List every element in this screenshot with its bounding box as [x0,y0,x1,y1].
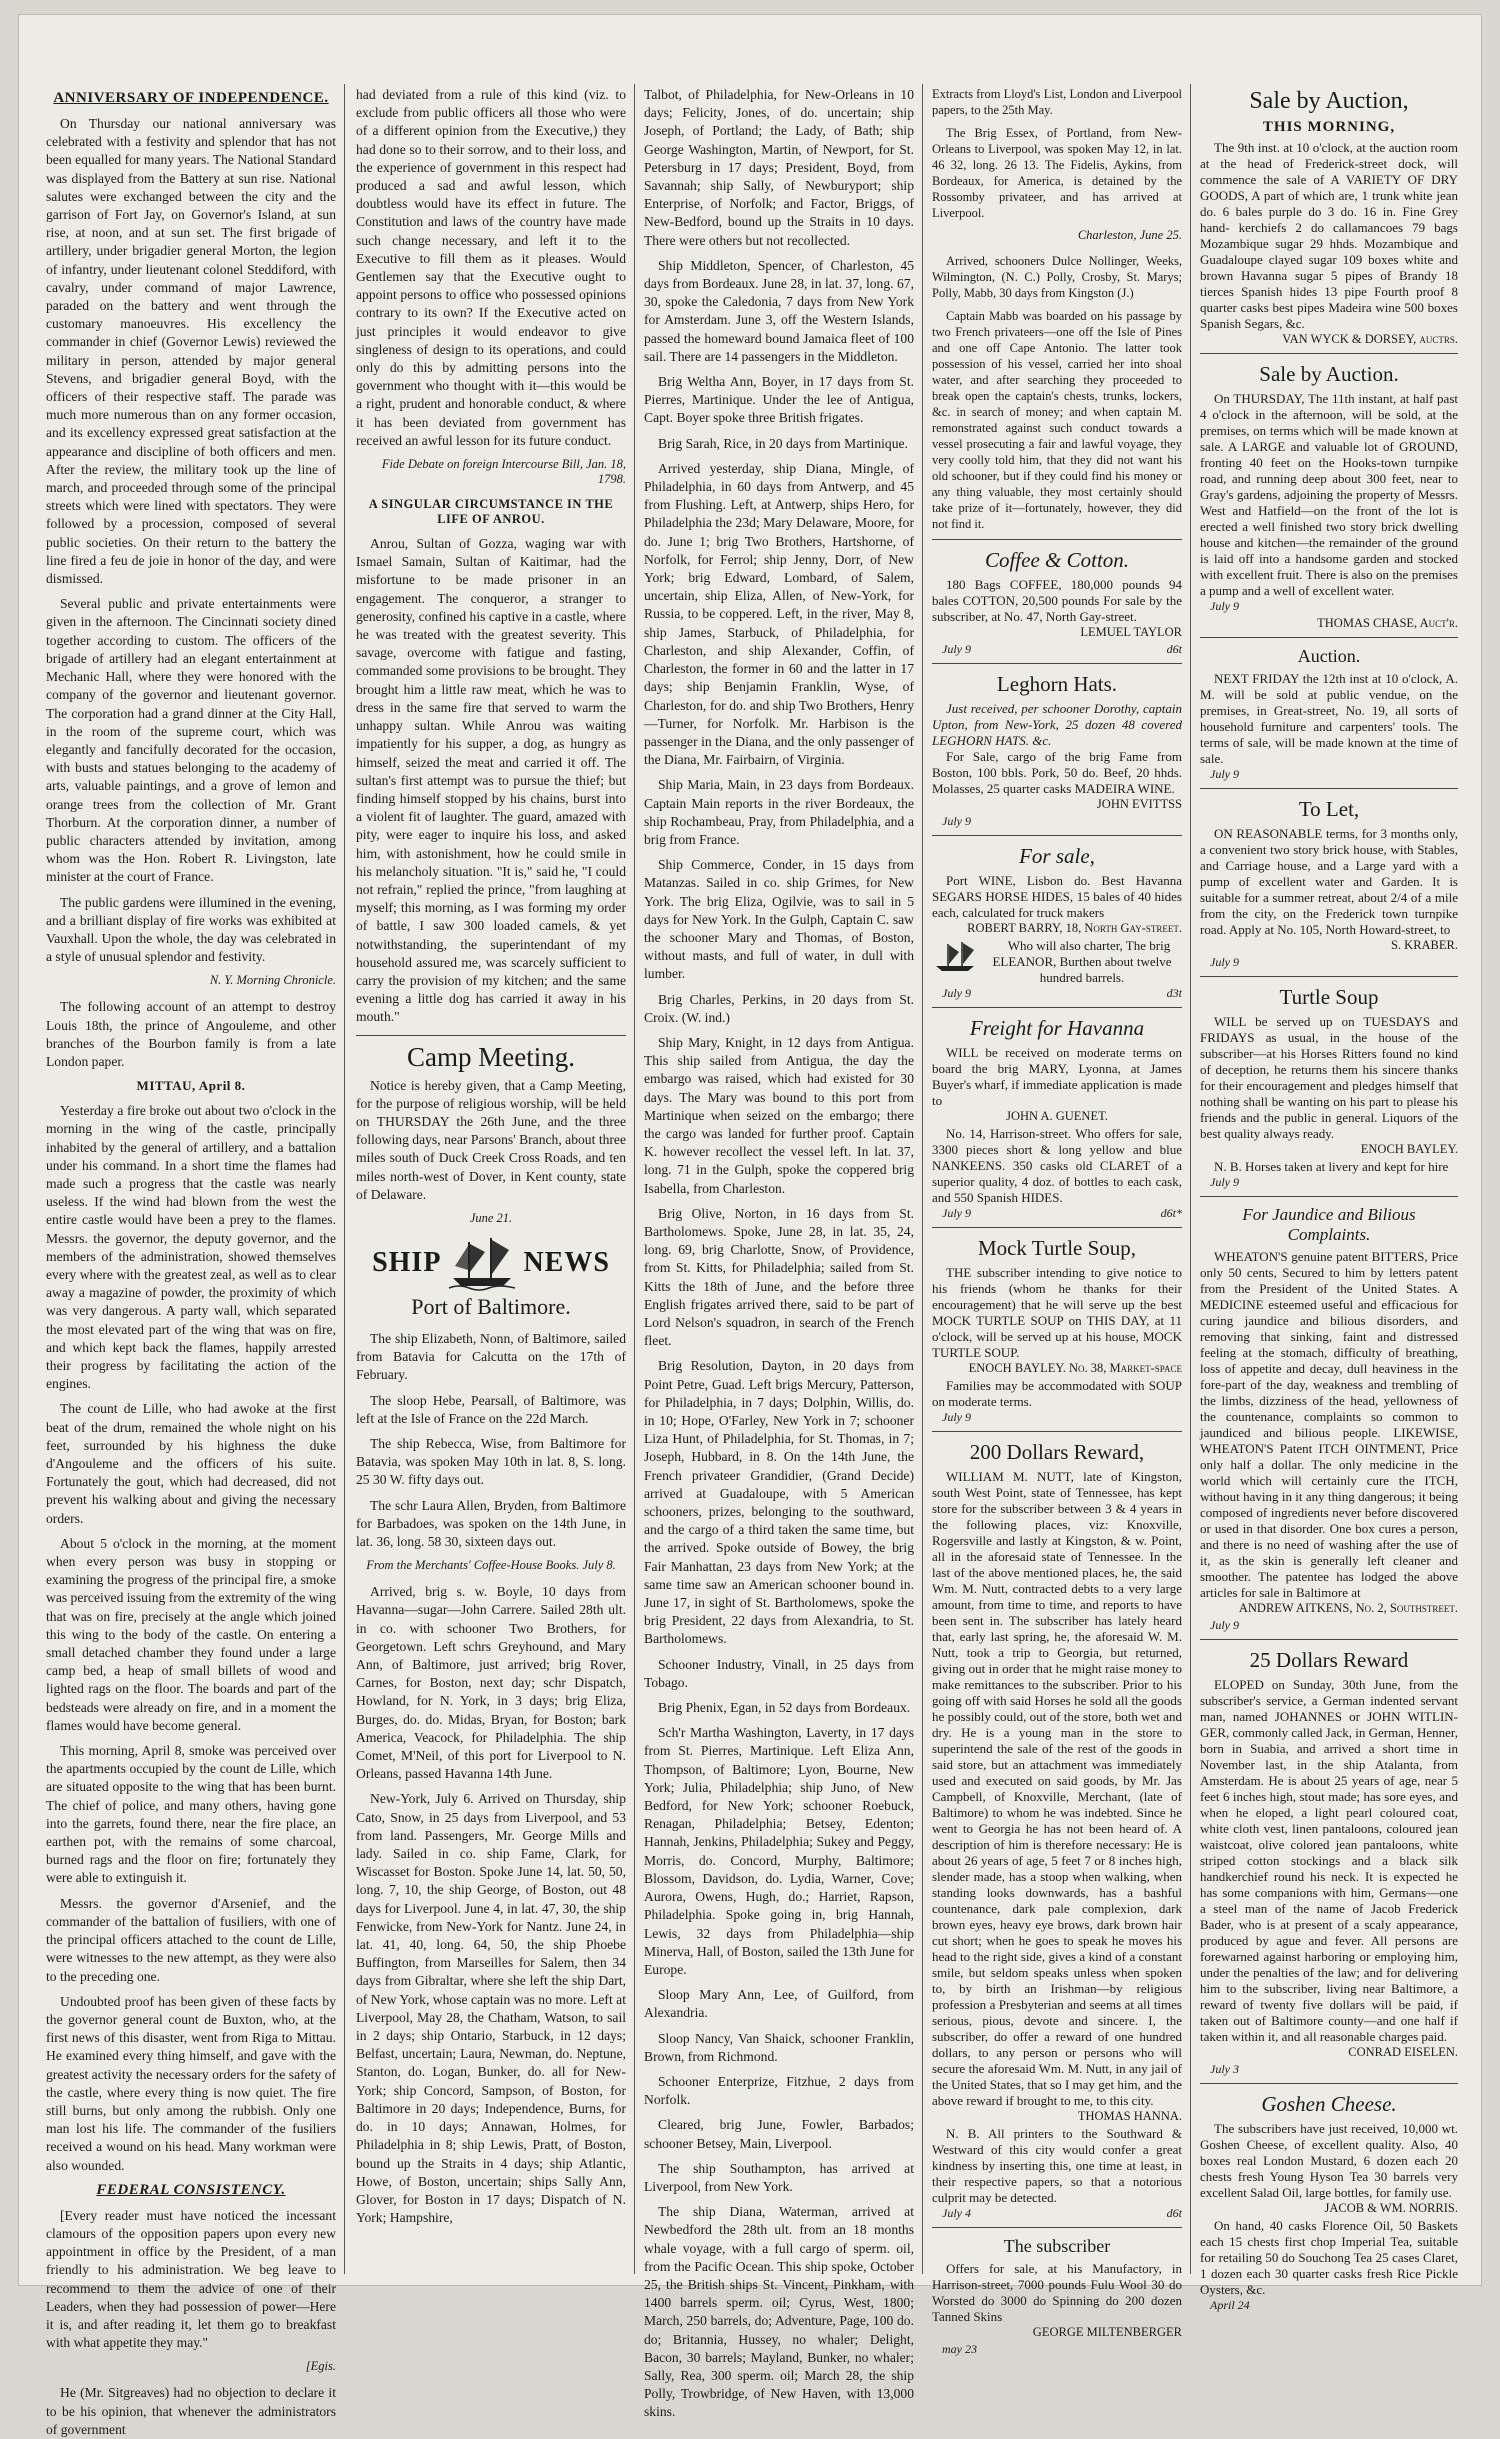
shipping-paragraph: The ship Southampton, has arrived at Liverpool, from New York. [644,2160,914,2194]
shipping-paragraph: The ship Diana, Waterman, arrived at Newbedford the 28th ult. from an 18 months whale voyage, with a full cargo of sperm. oil, from the Pacific Ocean. This ship spoke, October 25, the British ships St. Vincent, Pinkham, with 1400 barrels sperm. oil; Cyrus, West, 1800; March, 250 barrels, do; Adventure, Page, 100 do. do; Britannia, Hussey, no whaler; Delight, Bacon, 30 barrels; Mayland, Bunker, no whaler; Sally, Rea, 300 sperm. oil; March 28, the ship Polly, Trowbridge, of New Haven, with 13,000 skins. [644,2204,914,2420]
headline-singular-circumstance: A SINGULAR CIRCUMSTANCE IN THE LIFE OF ANROU. [368,497,614,527]
shipping-paragraph: Ship Maria, Main, in 23 days from Bordeaux. Captain Main reports in the river Bordeaux, the ship Rochambeau, Pray, from Philadelphia, and a brig from France. [644,777,914,847]
shipping-paragraph: The Brig Essex, of Portland, from New-Orleans to Liverpool, was spoken May 12, in lat. 46 32, long. 26 13. The Fidelis, Aykins, from Bordeaux, for America, is detained by the Rossomby privateer, and has arrived at Liverpool. [932,126,1182,220]
ad-title: Coffee & Cotton. [984,548,1130,572]
shipping-paragraph: Brig Weltha Ann, Boyer, in 17 days from St. Pierres, Martinique. Under the lee of Antigua, Capt. Boyer spoke three British frigates. [644,374,914,426]
ad-date: July 3 [1210,2062,1239,2076]
shipping-paragraph: Talbot, of Philadelphia, for New-Orleans in 10 days; Felicity, Jones, of do. uncertain; ship Joseph, of Portland; the Lady, of Bath; ship George Washington, Martin, of Newport, for St. Petersburg in 17 days; President, Boyd, from Savannah; ship Sally, of Newburyport; ship Enterprise, of Norfolk; and Factor, Briggs, of New-Bedford, bound up the Straits in 10 days. There were others but not recollected. [644,87,914,248]
shipping-paragraph: Schooner Enterprize, Fitzhue, 2 days from Norfolk. [644,2073,914,2108]
shipping-paragraph: Brig Sarah, Rice, in 20 days from Martinique. [658,435,908,451]
ad-for-sale [932,835,1182,1001]
ad-body: 180 Bags COFFEE, 180,000 pounds 94 bales COTTON, 20,500 pounds For sale by the subscriber, at No. 47, North Gay-street. [932,577,1182,624]
ad-date: July 9 [1210,955,1239,969]
article-paragraph: had deviated from a rule of this kind (viz. to exclude from public officers all those who were of a different opinion from the Executive,) they had done so to their sorrow, and to their loss, and the experience of government in this respect had produced a sad and awful lesson, which doubtless would have its effect in future. The Constitution and laws of the country have made such change necessary, and left it to the Executive to fill them as it pleases. Would Gentlemen say that the Executive ought to appoint persons to office who possessed opinions contrary to its own? If the Executive acted on just principles it would endeavor to give singleness of design to its operations, and could only do this by admitting persons into the government who thought with it—this would be a right, prudent and honorable conduct, & where it has been deviated from government has received an awful lesson for its future conduct. [356,87,626,448]
ad-date: July 9 [1210,767,1239,781]
ad-auction [1200,637,1458,782]
headline-anniversary: ANNIVERSARY OF INDEPENDENCE. [53,90,329,106]
notice-date: June 21. [469,1210,513,1225]
ad-title: 200 Dollars Reward, [969,1440,1145,1464]
port-of-baltimore-title: Port of Baltimore. [411,1293,571,1319]
ad-signature: ENOCH BAYLEY. [1360,1142,1458,1156]
ad-signature: THOMAS HANNA. [1077,2109,1182,2123]
ad-body: The 9th inst. at 10 o'clock, at the auction room at the head of Frederick-street dock, will commence the sale of A VARIETY OF DRY GOODS, A part of which are, 1 trunk white jean do. 6 bales purple do 3 do. 16 in. Fine Grey hand- kerchiefs 2 do callamancoes 79 bags Mozambique sugar 29 hhds. Mozambique and Guadaloupe clayed sugar 109 boxes white and brown Havanna sugar 5 pipes of Brandy 18 tierces Spanish hides 13 pipe Fourth proof 8 quarter casks best pipes Madeira wine 500 boxes Spanish Segars, &c. [1200,140,1458,331]
ad-body: WILLIAM M. NUTT, late of Kingston, south West Point, state of Tennessee, has kept store for the subscriber between 3 & 4 years in the following places, viz: Knoxville, Rogersville and lastly at Kingston, & w. Point, all in the aforesaid state of Tennessee. In the last of the above mentioned places, he, the said Wm. M. Nutt, contracted debts to a very large amount, from time to time, and reports to have been sent in. The subscriber has lately heard that, early last spring, he, the aforesaid W. M. Nutt, took a trip to Georgia, but returned, giving out in order that he might raise money to make remittances to the subscriber. Prior to his going off with said Horses he sold all the goods he possibly could, out of the store, both wet and dry. He is a young man in the store to superintend the sale of the rest of the goods in said store, but an attachment was immediately used and executed on said goods, by Mr. Jas Campbell, of Knoxville, Merchant, (late of Baltimore) to whom he was indebted. Since he went to Georgia he has not been heard of. A description of him is therefore necessary: He is about 26 years of age, 5 feet 7 or 8 inches high, slender made, has a stoop when walking, when standing looks downwards, has a bashful countenance, dark pale complexion, dark brown eyes, heavy eye brows, dark brown hair cut short; when he goes to speak he moves his head to the right side, gives a kind of a constant smile, but seldom speaks unless when spoken to, by birth an Irishman—by religious profession a Presbyterian and seems at all times serious, pious, devote and sincere. I, the subscriber, do offer a reward of one hundred dollars, to any person or persons who will secure the aforesaid Wm. M. Nutt, in any jail of the United States, that so I may get him, and the above reward if brought to me, to this city. [932,1469,1182,2108]
headline-federal-consistency: FEDERAL CONSISTENCY. [96,2181,286,2198]
ship-news-word-ship: SHIP [372,1246,442,1278]
ship-news-word-news: NEWS [523,1246,610,1278]
ad-title: Leghorn Hats. [996,672,1118,696]
ad-subtitle: THIS MORNING, [1262,119,1396,135]
column-rule [634,84,635,2274]
ad-freight-havanna [932,1007,1182,1221]
column-rule [922,84,923,2274]
ad-date: July 9 d6t* [942,1206,1182,1220]
ad-body: Offers for sale, at his Manufactory, in Harrison-street, 7000 pounds Fulu Wool 30 do Worsted do 3000 do Spinning do 200 dozen Tanned Skins [932,2261,1182,2324]
ad-body: For Sale, cargo of the brig Fame from Boston, 100 bbls. Pork, 50 do. Beef, 20 hhds. Molasses, 25 quarter casks MADEIRA WINE. [932,749,1182,796]
source-credit: N. Y. Morning Chronicle. [209,973,336,988]
shipping-paragraph: Cleared, brig June, Fowler, Barbados; schooner Betsey, Main, Liverpool. [644,2117,914,2151]
ad-date: July 9 [1210,1618,1239,1632]
ad-signature: JACOB & WM. NORRIS. [1324,2201,1458,2215]
ad-body: NEXT FRIDAY the 12th inst at 10 o'clock, A. M. will be sold at public vendue, on the premises, in Great-street, No. 19, all sorts of household furniture and carpenters' tools. The terms of sale, will be made known at the time of sale. [1200,671,1458,766]
ad-title: To Let, [1298,797,1360,821]
shipping-paragraph: Arrived, brig s. w. Boyle, 10 days from Havanna—sugar—John Carrere. Sailed 28th ult. in co. with schooner Two Brothers, for Georgetown. Left schrs Greyhound, and Mary Ann, of Baltimore, just arrived; brig Rover, Carnes, for Boston, next day; schr Dispatch, Howland, for N. York, in 3 days; brig Eliza, Burges, do. do. Midas, Bryan, for Boston; bark America, Veacock, for Philadelphia. The ship Comet, M'Neil, of this port for Liverpool to N. Orleans, passed Havanna 14th June. [356,1584,626,1782]
shipping-paragraph: New-York, July 6. Arrived on Thursday, ship Cato, Snow, in 25 days from Liverpool, and 53 from land. Passengers, Mr. George Mills and lady. Sailed in co. ship Fame, Clark, for Wiscasset for Boston. Spoke June 14, lat. 50, 50, long. 7, 10, the ship George, of Boston, out 48 days for Liverpool. June 4, in lat. 47, 30, the ship Fenwicke, from New-York for Nantz. June 24, in lat. 41, 40, long. 64, 50, the ship Phoebe Buffington, from Marseilles for Salem, then 34 days from Gibraltar, where she left the ship Dart, of New York, whose captain was no more. Left at Liverpool, May 28, the Chatham, Watson, to sail in 2 days; ship Ontario, Starbuck, in 12 days; Belfast, uncertain; Laura, Newman, do. Neptune, Stanton, do. Logan, Bunker, do. all for New-York; ship Concord, Sampson, of Boston, for Baltimore in 20 days; Independence, Burns, for do. in 10 days; Annawan, Holmes, for Philadelphia in 8; ship Lewis, Pratt, of Boston, bound up the Straits in 4 days; ship Atlantic, Howe, of Boston, uncertain; ships Sally Ann, Glover, for Boston in 17 days; Dispatch of N. York; Hampshire, [356,1791,626,2226]
ad-body: ON REASONABLE terms, for 3 months only, a convenient two story brick house, with Stables, and Carriage house, and a Large yard with a pump of excellent water and Garden. It is suitable for a summer retreat, about 2/4 of a mile from the city, on the Frederick town turnpike road. Apply at No. 105, North Howard-street, to [1200,826,1458,937]
ad-to-let [1200,788,1458,970]
dateline: Charleston, June 25. [1077,228,1182,242]
ad-signature: ANDREW AITKENS, No. 2, Southstreet. [1238,1601,1458,1615]
ad-title: Freight for Havanna [969,1016,1145,1040]
ad-title: For Jaundice and Bilious Complaints. [1242,1205,1416,1244]
column-1 [40,86,342,2437]
ad-date: April 24 [1210,2298,1250,2312]
article-paragraph: The public gardens were illumined in the evening, and a brilliant display of fire works was exhibited at Vauxhall. Upon the whole, the day was celebrated in a style of unusual splendor and festivity. [46,894,336,965]
ad-date: July 9 d6t [942,642,1182,656]
ad-body: No. 14, Harrison-street. Who offers for sale, 3300 pieces short & long yellow and blue NANKEENS. 350 casks old CLARET of a superior quality, 4 doz. of bottles to each cask, and 550 Spanish HIDES. [932,1126,1182,1205]
shipping-paragraph: The ship Elizabeth, Nonn, of Baltimore, sailed from Batavia for Calcutta on the 17th of February. [356,1330,626,1383]
column-rule [1190,84,1191,2274]
article-paragraph: On Thursday our national anniversary was celebrated with a festivity and splendor that has not been equalled for many years. The National Standard was displayed from the Battery at sun rise. National salutes were exchanged between the city and the garrison of Fort Jay, on Governor's Island, at sun rise, at noon, and at sun set. The first brigade of artillery, under brigadier general Morton, the legion of infantry, under lieutenant colonel Steddiford, with cavalry, under command of major Lawrence, paraded on the battery and went through the customary manoeuvres. His excellency the commander in chief (Governor Lewis) reviewed the military in person, attended by major general Stevens, and brigadier general Boyd, with the officers of their respective staff. The parade was much more numerous than on any former occasion, and its excellency expressed great satisfaction at the appearance and discipline of both officers and men. After the review, the military took up the line of march, and proceeded through some of the principal streets which were lined with spectators. They were followed by a procession, composed of several public societies. On their return to the battery the line fired a feu de joie in honor of the day, and were dismissed. [46,116,336,587]
ad-title: Sale by Auction. [1259,362,1399,386]
ad-date: July 9 d3t [942,986,1182,1000]
shipping-paragraph: The ship Rebecca, Wise, from Baltimore for Batavia, was spoken May 10th in lat. 8, S. long. 25 30 W. fifty days out. [356,1435,626,1488]
ad-date: July 9 [942,814,971,828]
ad-note: N. B. Horses taken at livery and kept for hire [1214,1159,1449,1174]
ad-mock-turtle-soup [932,1227,1182,1425]
ad-body: ELOPED on Sunday, 30th June, from the subscriber's service, a German indented servant man, named JOHANNES or JOHN WITLIN-GER, commonly called Jack, in German, Henner, born in Suabia, and arrived a short time in November last, in the ship Atalanta, from Amsterdam. He is about 25 years of age, near 5 feet 6 inches high, stout made; has sore eyes, and when he eloped, a light pearl coloured coat, white cloth vest, linen pantaloons, coloured jean waistcoat, olive colored jean pantaloons, white striped cotton stockings and a black silk handkerchief round his neck. It is expected he has some companions with him, Germans—one a steel man of the name of Jacob Frederick Bader, who is at present of a scaly appearance, produced by ague and fever. All persons are forewarned against harboring or employing him, under the penalties of the law; and for delivering him to the subscriber, living near Baltimore, a reward of twenty five dollars will be paid, if taken out of Baltimore county—and one half if taken within it, and all reasonable charges paid. [1200,1677,1458,2044]
ad-jaundice-bitters [1200,1196,1458,1633]
article-paragraph: The count de Lille, who had awoke at the first beat of the drum, remained the whole night on his feet, surrounded by his highness the duke d'Angouleme and the officers of his suite. Fortunately the gout, which had decreased, did not prevent his walking about and giving the necessary orders. [46,1401,336,1526]
shipping-paragraph: Brig Phenix, Egan, in 52 days from Bordeaux. [658,1700,911,1716]
ad-body: The subscribers have just received, 10,000 wt. Goshen Cheese, of excellent quality. Also, 40 boxes real London Mustard, 6 dozen each 20 chests fresh Young Hyson Tea 30 barrels very excellent Salad Oil, large bottles, for family use. [1200,2121,1458,2200]
shipping-paragraph: Arrived, schooners Dulce Nollinger, Weeks, Wilmington, (N. C.) Polly, Crosby, St. Marys; Polly, Mabb, 30 days from Kingston (J.) [932,254,1182,300]
shipping-paragraph: Brig Resolution, Dayton, in 20 days from Point Petre, Guad. Left brigs Mercury, Patterson, for Philadelphia, in 7 days; Dolphin, Willis, do. in 10; Hope, O'Farley, New York in 7; schooner Liza Hunt, of Philadelphia, for St. Thomas, in 7; Joseph, Hubbard, in 8. On the 14th June, the French privateer Grandidier, (Grand Decide) arrived at Guadaloupe, with 5 American schooners, prizes, belonging to the southward, and the cargo of a third taken the same time, but the arrived. Spoke outside of Bowey, the brig Fair Manhattan, 23 days from New York; at the same time saw an American schooner bound in. June 17, in sight of St. Bartholomews, spoke the brig President, 22 days from Alexandria, to St. Bartholomews. [644,1358,914,1647]
ad-body: N. B. All printers to the Southward & Westward of this city would confer a great kindness by inserting this, one time at least, in their respective papers, so that a notorious culprit may be detected. [932,2126,1182,2205]
ad-signature: LEMUEL TAYLOR [1080,625,1182,639]
ad-sale-by-auction-2 [1200,353,1458,631]
ad-date: may 23 [942,2342,977,2356]
ad-the-subscriber [932,2227,1182,2357]
ad-body: WHEATON'S genuine patent BITTERS, Price only 50 cents, Secured to him by letters patent from the President of the United States. A MEDICINE esteemed useful and efficacious for curing jaundice and bilious disorders, and removing that sinking, faint and distressed feeling at the stomach, difficulty of breathing, loss of appetite and decay, dull heaviness in the fore-part of the day, weakness and trembling of the limbs, dizziness of the head, yellowness of the countenance, complaints so common to jaundiced and bilious people. LIKEWISE, WHEATON'S Patent ITCH OINTMENT, Price only half a dollar. The only medicine in the world which will certainly cure the ITCH, without having in it any thing dangerous; it being composed of ingredients never before discovered or used in that disorder. One box cures a person, and there is no need of washing after the use of it, as the skin is generally left cleaner and smoother. The patentee has lodged the above articles for sale in Baltimore at [1200,1249,1458,1600]
ad-body: WILL be received on moderate terms on board the brig MARY, Lyonna, at James Buyer's wharf, if immediate application is made to [932,1045,1182,1108]
shipping-paragraph: Schooner Industry, Vinall, in 25 days from Tobago. [644,1656,914,1690]
article-paragraph: Undoubted proof has been given of these facts by the governor general count de Buxton, who, at the first news of this disaster, went from Riga to Mittau. He examined every thing himself, and gave with the greatest activity the necessary orders for the safety of the castle, where every thing is now quiet. The fire still burns, but only among the rubbish. Only one man lost his life. The commander of the fusiliers received a wound on his head. Many workman were also wounded. [46,1993,336,2173]
shipping-paragraph: Extracts from Lloyd's List, London and Liverpool papers, to the 25th May. [932,87,1182,117]
ad-signature: THOMAS CHASE, Auct'r. [1317,616,1458,630]
ad-goshen-cheese [1200,2083,1458,2313]
ad-title: 25 Dollars Reward [1249,1648,1409,1672]
column-rule [344,84,345,2274]
ad-body: Just received, per schooner Dorothy, captain Upton, from New-York, 25 dozen 48 covered LEGHORN HATS. &c. [932,701,1182,748]
article-paragraph: Several public and private entertainments were given in the afternoon. The Cincinnati society dined together according to custom. The officers of the brigade of artillery had an elegant entertainment at Mechanic Hall, where they were honored with the company of the governor and lieutenant governor. The corporation had a grand dinner at the City Hall, in the room of the supreme court, which was elegantly and fancifully decorated for the occasion, with busts and statues belonging to the academy of arts, valuable paintings, and a grove of lemon and orange trees from the collection of Mr. Grant Thorburn. At the corporation dinner, a number of public characters attended by invitation, among whom was the Hon. Robert R. Livingston, late minister at the court of France. [46,596,336,885]
ad-25-dollars-reward [1200,1639,1458,2077]
shipping-paragraph: The schr Laura Allen, Bryden, from Baltimore for Barbadoes, was spoken on the 14th June, in lat. 36, long. 58 30, sixteen days out. [356,1497,626,1549]
ad-body: On hand, 40 casks Florence Oil, 50 Baskets each 15 chests first chop Imperial Tea, suitable for retailing 50 do Souchong Tea 25 cases Claret, 1 dozen each 30 quarter casks fresh Rice Pickle Oysters, &c. [1200,2218,1458,2297]
shipping-paragraph: Sloop Nancy, Van Shaick, schooner Franklin, Brown, from Richmond. [644,2030,914,2064]
ship-news-banner [356,1236,626,1290]
ad-date: July 4 d6t [942,2206,1182,2220]
article-intro: The following account of an attempt to destroy Louis 18th, the prince of Angouleme, and other branches of the Bourbon family is from a late London paper. [46,999,336,1069]
source-credit: [Egis. [305,2359,336,2374]
ad-title: Sale by Auction, [1249,88,1409,114]
ad-signature: ENOCH BAYLEY. No. 38, Market-space [968,1361,1182,1375]
article-paragraph: This morning, April 8, smoke was perceived over the apartments occupied by the count de Lille, which are situated opposite to the wing that has been burnt. The chief of police, and many others, having gone into the garrets, found there, near the fire place, an earthen pot, with the remains of some charcoal, burned rags and the floor on fire; fortunately they were able to extinguish it. [46,1743,336,1886]
shipping-paragraph: Arrived yesterday, ship Diana, Mingle, of Philadelphia, in 60 days from Antwerp, and 45 from Flushing. Left, at Antwerp, ships Hero, for Philadelphia the 23d; Mary Delaware, Moore, for do. June 1; brig Two Brothers, Hartshorne, of Norfolk, for Ferrol; ship Jenny, Dorr, of New York; brig Edward, Lombard, of Salem, uncertain, ship Eliza, Allen, of New-York, for Russia, to be coppered. Left, in the river, May 8, ship James, Starbuck, of Philadelphia, for Charleston, and ship Alexander, Coffin, of Charleston, the former in 60 and the latter in 17 days; ship Benjamin Franklin, Wyse, of Charleston, for do. and ship Two Brothers, Henry—Turner, for Norfolk. Mr. Harbison is the passenger in the Diana, and the only passenger of the Diana, Mr. Fairbairn, of Virginia. [644,460,914,768]
ad-body: Port WINE, Lisbon do. Best Havanna SEGARS HORSE HIDES, 15 bales of 40 hides each, calculated for truck makers [932,873,1182,920]
column-5 [1194,86,1464,2312]
ad-title: The subscriber [1003,2236,1111,2256]
ad-signature: VAN WYCK & DORSEY, auctrs. [1282,332,1458,346]
column-2 [350,86,632,2266]
shipping-paragraph: Sch'r Martha Washington, Laverty, in 17 days from St. Pierres, Martinique. Left Eliza Ann, Thompson, of Baltimore; Lyon, Bourne, New York; Julia, Philadelphia; ship Juno, of New Bedford, for New York; schooner Roebuck, Renagan, Philadelphia; Betsey, Edenton; Hannah, Jenkins, Philadelphia; Sukey and Peggy, Morris, do. Concord, Murphy, Baltimore; Blossom, Davidson, do. Lydia, Warner, Cove; Aurora, Owens, Hugh, do.; Harriet, Rapson, Philadelphia. Spoke going in, brig Hannah, Lewis, 32 days from Philadelphia—ship Minerva, Hall, of Boston, sailed the 13th June for Europe. [644,1725,914,1977]
shipping-paragraph: Brig Charles, Perkins, in 20 days from St. Croix. (W. ind.) [644,991,914,1025]
ad-200-dollars-reward [932,1431,1182,2221]
ad-signature: JOHN EVITTSS [1096,797,1182,811]
ad-signature: JOHN A. GUENET. [1006,1109,1108,1123]
article-paragraph: Yesterday a fire broke out about two o'clock in the morning in the wing of the castle, principally inhabited by the general of artillery, and a battalion under his command. In a short time the flames had made such a progress that the castle was nearly useless. If the wind had blown from the west the entire castle would have been a prey to the flames. Messrs. the governor, the deputy governor, and the members of the administration, showed themselves every where with the greatest zeal, as well as to clear away a magazine of powder, the proximity of which was very dangerous. A party wall, which separated the most elevated part of the wing that was on fire, and which kept back the flames, happily arrested their progress by facilitating the action of the engines. [46,1103,336,1392]
shipping-paragraph: Brig Olive, Norton, in 16 days from St. Bartholomews. Spoke, June 28, in lat. 35, 24, long. 69, brig Charlotte, Snow, of Providence, from St. Kitts, for Philadelphia; sailed from St. Kitts the 18th of June, and the before three English frigates arrived there, said to be part of Lord Nelson's squadron, in search of the French fleet. [644,1205,914,1349]
ad-signature: CONRAD EISELEN. [1348,2045,1458,2059]
column-4 [926,86,1188,2356]
shipping-paragraph: Ship Middleton, Spencer, of Charleston, 45 days from Bordeaux. June 28, in lat. 37, long. 67, 30, spoke the Caledonia, 7 days from New York for Amsterdam. June 3, off the Western Islands, passed the homeward bound Jamaica fleet of 100 sail. There are 14 passengers in the Middleton. [644,257,914,364]
ad-signature: S. KRABER. [1390,938,1458,952]
ad-date: July 9 [942,1410,971,1424]
shipping-paragraph: Captain Mabb was boarded on his passage by two French privateers—one off the Isle of Pines and one off Cape Antonio. The latter took possession of his vessel, carried her into shoal water, and after searching they proceeded to break open the captain's chests, trunks, lockers, &c. in search of money; and when captain M. remonstrated against such conduct towards a vessel prosecuting a fair and lawful voyage, they very coolly told him, that they did not want his old schooner, but if they could find his money or any thing valuable, they most certainly should take prize of it—fortunately, however, they did not find it. [932,309,1182,531]
ad-body: Families may be accommodated with SOUP on moderate terms. [932,1378,1182,1409]
shipping-paragraph: Ship Mary, Knight, in 12 days from Antigua. This ship sailed from Antigua, the day the embargo was raised, which had existed for 30 days. The Mary was bound to this port from Martinique when seized on the embargo; there the cargo was landed for further proof. Captain K. however recollect the vessel left. In lat. 37, long. 71 in the Gulph, spoke the coppered brig Isabella, from Charleston. [644,1034,914,1196]
ad-date: July 9 [1210,1175,1239,1189]
ad-signature: ROBERT BARRY, 18, North Gay-street. [967,921,1182,935]
article-paragraph: He (Mr. Sitgreaves) had no objection to declare it to be his opinion, that whenever the administrators of government [46,2385,336,2437]
ad-body: WILL be served up on TUESDAYS and FRIDAYS as usual, in the house of the subscriber—at his Horses Ritters found no kind of deception, he returns them his sincere thanks for their encouragement and pledges himself that nothing shall be wanting on his part to please his friends and the public in general. Liquors of the best quality always ready. [1200,1014,1458,1141]
shipping-paragraph: The sloop Hebe, Pearsall, of Baltimore, was left at the Isle of France on the 22d March. [356,1392,626,1426]
shipping-paragraph: Ship Commerce, Conder, in 15 days from Matanzas. Sailed in co. ship Grimes, for New York. The brig Eliza, Ogilvie, was to sail in 5 days for New York. In the Gulph, Captain C. saw the schooner Mary and Thomas, of Boston, without masts, and full of water, in dull with lumber. [644,857,914,982]
ship-icon [932,940,978,974]
shipping-paragraph: Sloop Mary Ann, Lee, of Guilford, from Alexandria. [644,1987,914,2021]
article-paragraph: Anrou, Sultan of Gozza, waging war with Ismael Samain, Sultan of Kaitimar, had the misfortune to be made prisoner in an engagement. The conqueror, a stranger to generosity, confined his captive in a castle, where he was treated with the greatest severity. This savage, overcome with fatigue and fasting, commanded some provisions to be brought. They brought him a little raw meat, which he was to dress in the same fire that served to warm the unhappy sultan. While Anrou was waiting impatiently for his supper, a dog, as hungry as himself, seized the meat and carried it off. The sultan's first attempt was to pursue the thief; but finding himself stopped by his chains, burst into a violent fit of laughter. The guard, amazed with pity, were eager to inquire his loss, and asked him, with astonishment, how he could smile in his melancholy situation. "It is," said he, "I could not refrain," replied the prince, "from laughing at myself; this morning, as I was forming my order of battle, I saw 300 loaded camels, & yet notwithstanding, the superintendant of my household assured me, was scarcely sufficient to carry the provision of my kitchen; and the same evening a little dog has carried it away in his mouth." [356,536,626,1025]
ad-body: On THURSDAY, The 11th instant, at half past 4 o'clock in the afternoon, will be sold, at the premises, on terms which will be made known at sale. A LARGE and valuable lot of GROUND, fronting 40 feet on the Hooks-town turnpike road, and running deep about 300 feet, near to Gray's gardens, adjoining the property of Messrs. West and Hatfield—on the front of the lot is erected a well finished two story brick dwelling house and kitchen—the remainder of the ground is laid off into a handsome garden and stocked with excellent fruit. There is also on the premises a pump and a well of excellent water. [1200,391,1458,598]
ad-title: Auction. [1297,646,1361,666]
ad-turtle-soup [1200,976,1458,1190]
source-credit: From the Merchants' Coffee-House Books. July 8. [366,1558,616,1573]
ad-title: Goshen Cheese. [1261,2092,1397,2116]
ad-date: July 9 [1210,599,1239,613]
ad-title: Turtle Soup [1279,985,1379,1009]
column-3 [638,86,920,2420]
newspaper-page [18,14,1482,2437]
dateline: MITTAU, April 8. [136,1078,246,1094]
ad-leghorn-hats [932,663,1182,829]
ad-sale-by-auction-1 [1200,88,1458,347]
ad-title: For sale, [1019,844,1095,868]
ad-signature: GEORGE MILTENBERGER [1032,2325,1182,2339]
article-paragraph: About 5 o'clock in the morning, at the moment when every person was busy in stopping or examining the progress of the principal fire, a smoke was perceived issuing from the extremity of the wing that was on fire, precisely at the angle which joined this wing to the body of the castle. On entering a small detached chamber they found under a large camp bed, a heap of small billets of wood and lighted rags on the floor. The boards and part of the bedsteads were already on fire, and in a moment the flames would have become general. [46,1535,336,1733]
ad-coffee-cotton [932,539,1182,657]
article-paragraph: Notice is hereby given, that a Camp Meeting, for the purpose of religious worship, will be held on THURSDAY the 26th June, and the three following days, near Parsons' Branch, about three miles south of Duck Creek Cross Roads, and ten miles north-west of Dover, in Kent county, state of Delaware. [356,1077,626,1202]
camp-meeting-title: Camp Meeting. [356,1035,626,1073]
ad-body: Who will also charter, The brig ELEANOR, Burthen about twelve hundred barrels. [992,938,1172,985]
article-paragraph: [Every reader must have noticed the incessant clamours of the opposition papers upon every new appointment in office by the President, of a man friendly to his administration. We beg leave to recommend to them the advice of one of their Leaders, when they had possession of power—Here it is, and after reading it, let them go to breakfast with what appetite they may." [46,2207,336,2351]
source-credit: Fide Debate on foreign Intercourse Bill, Jan. 18, 1798. [381,457,626,487]
ad-body: THE subscriber intending to give notice to his friends (whom he thanks for their encouragement) that he will serve up the best MOCK TURTLE SOUP on THIS DAY, at 11 o'clock, will be served up at his house, MOCK TURTLE SOUP. [932,1265,1182,1360]
ship-icon [447,1236,517,1290]
ad-title: Mock Turtle Soup, [977,1236,1137,1260]
article-paragraph: Messrs. the governor d'Arsenief, and the commander of the battalion of fusiliers, with one of the principal officers attached to the count de Lille, were witnesses to the new attempt, as they were also to the preceding one. [46,1895,336,1984]
